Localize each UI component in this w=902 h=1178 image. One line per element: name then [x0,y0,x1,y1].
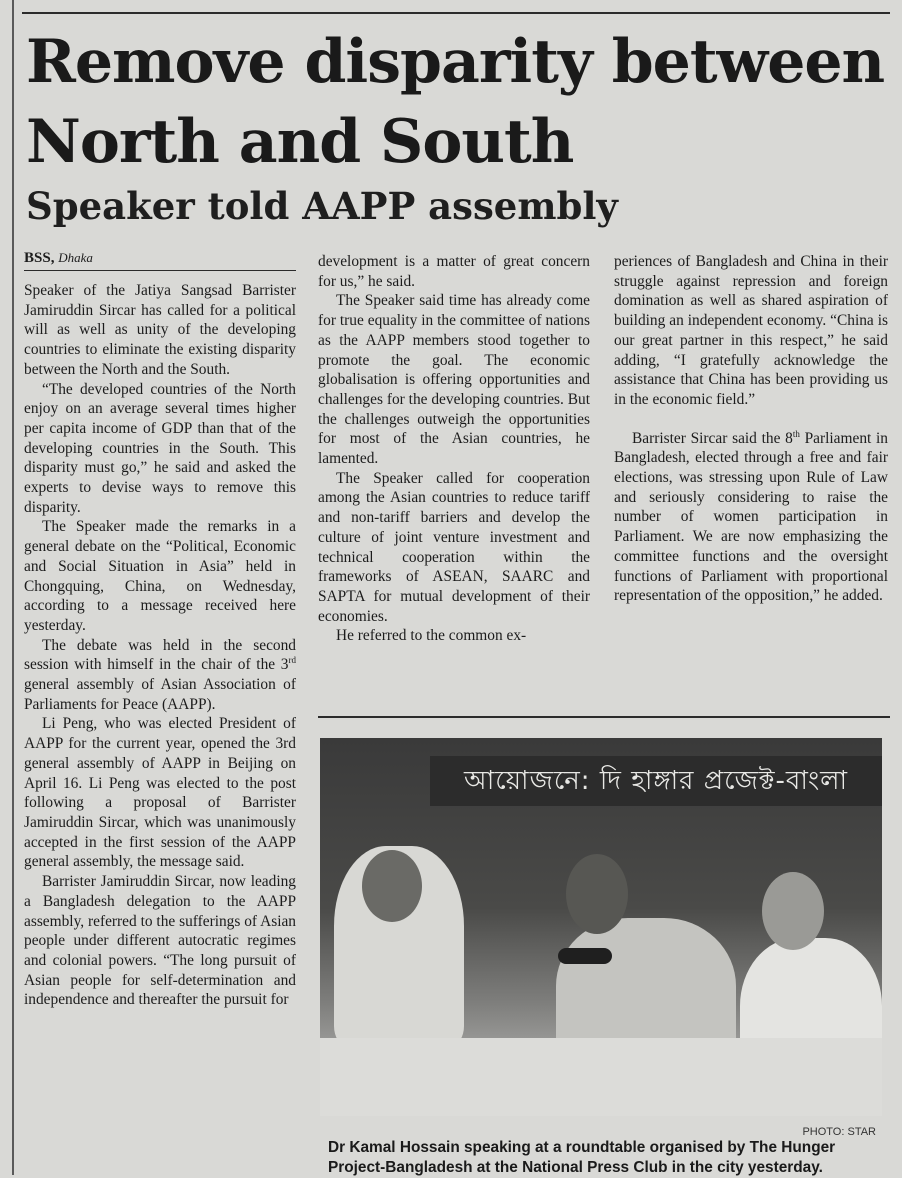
photo-caption: Dr Kamal Hossain speaking at a roundtable organised by The Hunger Project-Bangladesh at the National Press Club in the city yesterday. [328,1139,836,1176]
ordinal-suffix: th [792,428,800,439]
paragraph: development is a matter of great concern for us,” he said. [318,253,590,290]
paragraph: The Speaker made the remarks in a general debate on the “Political, Economic and Social Situation in Asia” held in Chongquing, China, on Wednesday, according to a message received here yesterday. [24,518,296,634]
paragraph: He referred to the common ex- [336,627,527,645]
page-edge [12,0,14,1175]
paragraph: Speaker of the Jatiya Sangsad Barrister Jamiruddin Sircar has called for a political will as well as unity of the developing countries to eliminate the existing disparity between the North and the South. [24,282,296,378]
paragraph: Barrister Jamiruddin Sircar, now leading a Bangladesh delegation to the AAPP assembly, referred to the sufferings of Asian people under different autocratic regimes and colonial powers. “The long pursuit of Asian people for self-determination and independence and thereafter the pursuit for [24,873,296,1009]
photo-banner: আয়োজনে: দি হাঙ্গার প্রজেক্ট-বাংলা [430,756,882,806]
top-rule [22,12,890,14]
person-center-head [566,854,628,934]
table-surface [320,1038,882,1116]
paragraph: periences of Bangladesh and China in their struggle against repression and foreign domination as well as shared aspiration of building an independent economy. “China is our great partner in this respect,” he said adding, “I gratefully acknowledge the assistance that China has been providing us in the economic field.” [614,253,888,408]
person-right-head [762,872,824,950]
ordinal-suffix: rd [288,655,296,666]
paragraph: The Speaker called for cooperation among the Asian countries to reduce tariff and non-tariff barriers and develop the culture of joint venture investment and technical cooperation within the frameworks of ASEAN, SAARC and SAPTA for mutual development of their economies. [318,469,590,625]
news-photo [320,738,882,1116]
paragraph-gap [614,410,888,429]
dateline-city: Dhaka [58,250,93,265]
paragraph-text: Parliament in Bangladesh, elected through a free and fair elections, was stressing upon Rule of Law and seriously considering to raise the number of women participation in Parliament. We are now emphasizing the committee functions and the oversight functions of Parliament with proportional representation of the opposition,” he added. [614,429,889,605]
subheadline: Speaker told AAPP assembly [26,184,618,228]
paragraph [614,429,888,606]
column-2 [318,252,590,646]
person-left-head [362,850,422,922]
headline: Remove disparity between North and South [26,27,885,177]
column-3 [614,252,888,606]
photo-credit: PHOTO: STAR [802,1126,876,1138]
paragraph: The Speaker said time has already come for true equality in the committee of nations as the AAPP members stood together to promote the goal. The economic globalisation is offering opportunities and challenges for the developing countries. But the challenges outweigh the opportunities for most of the Asian countries, he lamented. [318,292,590,468]
paragraph: “The developed countries of the North enjoy on an average several times higher per capita income of GDP than that of the developing countries in the South. This disparity must go,” he said and asked the experts to devise ways to remove this disparity. [24,380,296,516]
dateline-source: BSS, [24,250,55,266]
paragraph-text: general assembly of Asian Association of Parliaments for Peace (AAPP). [24,676,296,713]
dateline [24,248,296,271]
paragraph: Li Peng, who was elected President of AAPP for the current year, opened the 3rd general assembly of AAPP in Beijing on April 16. Li Peng was elected to the post following a proposal of Barrister Jamiruddin Sircar, which was unanimously accepted in the first session of the AAPP general assembly, the message said. [24,715,296,871]
paragraph-text: Barrister Sircar said the 8 [632,429,793,447]
column-1 [24,248,296,1010]
microphone [558,948,612,964]
paragraph-text: The debate was held in the second session with himself in the chair of the 3 [24,636,296,674]
paragraph [24,636,296,715]
photo-rule [318,716,890,718]
